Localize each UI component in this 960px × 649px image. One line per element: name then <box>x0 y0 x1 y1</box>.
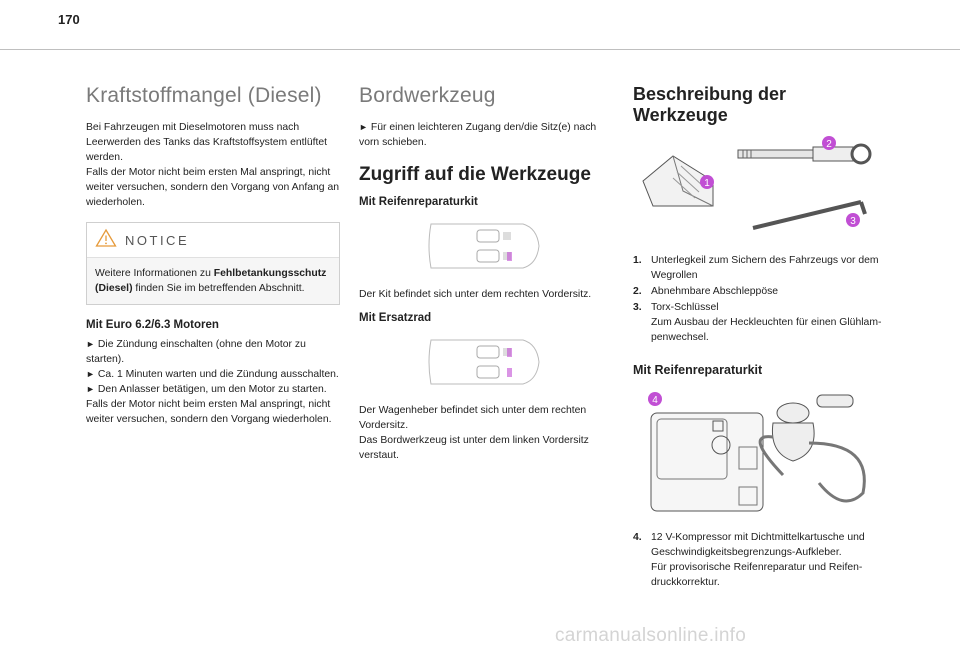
callout-4: 4 <box>652 395 658 406</box>
column-tool-description <box>633 84 883 591</box>
list-item <box>633 530 883 590</box>
step-text: Den Anlasser betätigen, um den Motor zu starten. <box>97 384 327 395</box>
sealant-cartridge-icon <box>760 395 864 501</box>
step-2 <box>86 367 340 382</box>
subheading-euro-motors: Mit Euro 6.2/6.3 Motoren <box>86 319 219 331</box>
heading-tool-access: Zugriff auf die Werkzeuge <box>359 164 591 185</box>
step-3 <box>86 382 340 397</box>
header-rule <box>0 49 960 50</box>
compressor-illustration <box>633 383 883 522</box>
tools-illustration <box>633 136 883 245</box>
list-number: 4. <box>633 532 642 543</box>
notice-bold-link-text: Fehlbetankungsschutz (Diesel) <box>95 268 327 294</box>
list-item <box>633 253 883 283</box>
section-title-fuel-shortage: Kraftstoffmangel (Diesel) <box>86 84 322 107</box>
notice-text <box>87 258 339 304</box>
arrow-icon: ► <box>359 122 368 132</box>
tool-list <box>633 253 883 345</box>
list-number: 1. <box>633 255 642 266</box>
paragraph: Falls der Motor nicht beim ersten Mal anspringt, nicht weiter versuchen, sondern den Vorgang wiederholen. <box>86 399 332 425</box>
arrow-icon: ► <box>86 384 95 394</box>
list-text: 12 V-Kompressor mit Dichtmittelkartusche und Geschwindigkeitsbegrenzungs-Aufkleber. <box>651 532 865 558</box>
paragraph: Falls der Motor nicht beim ersten Mal anspringt, nicht weiter versuchen, sondern den Vorgang von Anfang an wiederholen. <box>86 167 340 208</box>
compressor-icon <box>651 413 763 511</box>
list-number: 2. <box>633 286 642 297</box>
notice-text-part: finden Sie im betreffenden Abschnitt. <box>132 283 305 294</box>
callout-1: 1 <box>704 178 710 189</box>
car-seat-diagram <box>423 216 609 281</box>
notice-title: NOTICE <box>125 232 190 248</box>
list-text-extra: Für provisorische Reifenreparatur und Reifen-druckkorrektur. <box>651 562 863 588</box>
subheading-repair-kit: Mit Reifenreparaturkit <box>359 196 478 208</box>
callout-3: 3 <box>850 216 856 227</box>
list-number: 3. <box>633 302 642 313</box>
step-text: Die Zündung einschalten (ohne den Motor zu starten). <box>86 339 306 365</box>
section-title-tool-description: Beschreibung der Werkzeuge <box>633 84 787 125</box>
notice-box <box>86 222 340 305</box>
watermark: carmanualsonline.info <box>555 625 747 646</box>
compressor-list <box>633 530 883 590</box>
paragraph: Der Wagenheber befindet sich unter dem rechten Vordersitz. <box>359 405 587 431</box>
step-1 <box>86 337 340 367</box>
subheading-spare-wheel: Mit Ersatzrad <box>359 312 432 324</box>
step-text: Für einen leichteren Zugang den/die Sitz(e) nach vorn schieben. <box>359 122 597 148</box>
arrow-icon: ► <box>86 369 95 379</box>
paragraph: Das Bordwerkzeug ist unter dem linken Vordersitz verstaut. <box>359 435 589 461</box>
notice-text-part: Weitere Informationen zu <box>95 268 214 279</box>
step <box>359 120 609 150</box>
step-text: Ca. 1 Minuten warten und die Zündung ausschalten. <box>97 369 339 380</box>
list-text: Abnehmbare Abschleppöse <box>651 286 779 297</box>
paragraph: Bei Fahrzeugen mit Dieselmotoren muss nach Leerwerden des Tanks das Kraftstoffsystem entlüftet werden. <box>86 122 328 163</box>
paragraph: Der Kit befindet sich unter dem rechten Vordersitz. <box>359 289 592 300</box>
car-seat-diagram <box>423 332 609 397</box>
list-text-extra: Zum Ausbau der Heckleuchten für einen Glühlam-penwechsel. <box>651 317 882 343</box>
warning-icon <box>95 228 117 253</box>
list-text: Torx-Schlüssel <box>651 302 719 313</box>
arrow-icon: ► <box>86 339 95 349</box>
callout-2: 2 <box>826 139 832 150</box>
notice-header <box>87 223 339 258</box>
list-text: Unterlegkeil zum Sichern des Fahrzeugs vor dem Wegrollen <box>651 255 879 281</box>
subheading-repair-kit-2: Mit Reifenreparaturkit <box>633 363 763 377</box>
list-item <box>633 300 883 345</box>
column-fuel-shortage <box>86 84 340 433</box>
page-number: 170 <box>58 12 80 27</box>
towing-eye-icon <box>738 145 870 163</box>
section-title-onboard-tools: Bordwerkzeug <box>359 84 496 107</box>
list-item <box>633 284 883 299</box>
column-onboard-tools <box>359 84 609 469</box>
